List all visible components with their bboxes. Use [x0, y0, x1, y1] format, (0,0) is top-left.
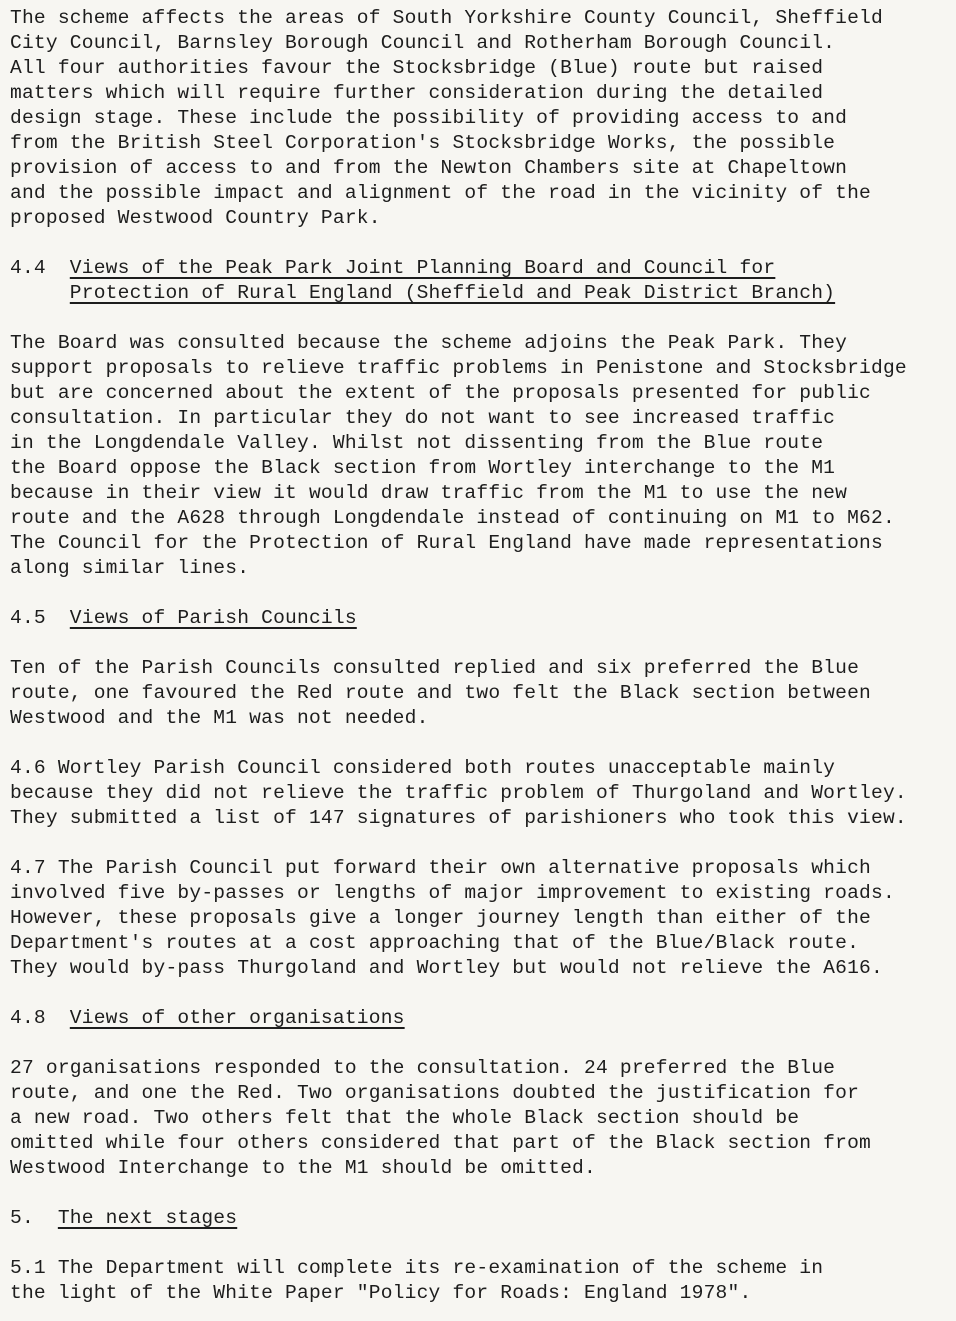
paragraph-line: and the possible impact and alignment of the road in the vicinity of the	[10, 182, 871, 204]
paragraph-line: but are concerned about the extent of the proposals presented for public	[10, 382, 871, 404]
section-title-line: Protection of Rural England (Sheffield and Peak District Branch)	[69, 282, 836, 304]
section-4-8-heading	[10, 1006, 950, 1031]
section-4-5-heading	[10, 606, 950, 631]
paragraph-line: Westwood and the M1 was not needed.	[10, 707, 429, 729]
section-5-heading	[10, 1206, 950, 1231]
paragraph-line: from the British Steel Corporation's Stocksbridge Works, the possible	[10, 132, 836, 154]
paragraph-line: The Board was consulted because the scheme adjoins the Peak Park. They	[10, 332, 848, 354]
paragraph-line: The Council for the Protection of Rural England have made representations	[10, 532, 883, 554]
section-5-1-paragraph	[10, 1256, 950, 1306]
paragraph-line: However, these proposals give a longer journey length than either of the	[10, 907, 871, 929]
paragraph-line: support proposals to relieve traffic problems in Penistone and Stocksbridge	[10, 357, 907, 379]
paragraph-line: The scheme affects the areas of South Yorkshire County Council, Sheffield	[10, 7, 883, 29]
paragraph-line: because they did not relieve the traffic problem of Thurgoland and Wortley.	[10, 782, 907, 804]
paragraph-line: 5.1 The Department will complete its re-examination of the scheme in	[10, 1257, 824, 1279]
paragraph-line: They would by-pass Thurgoland and Wortley but would not relieve the A616.	[10, 957, 883, 979]
paragraph-line: because in their view it would draw traffic from the M1 to use the new	[10, 482, 848, 504]
section-number: 4.8	[10, 1007, 46, 1029]
paragraph-line: 4.7 The Parish Council put forward their own alternative proposals which	[10, 857, 871, 879]
section-4-4-body	[10, 331, 950, 581]
paragraph-line: matters which will require further consideration during the detailed	[10, 82, 824, 104]
paragraph-line: the Board oppose the Black section from Wortley interchange to the M1	[10, 457, 836, 479]
paragraph-line: involved five by-passes or lengths of major improvement to existing roads.	[10, 882, 895, 904]
paragraph-line: City Council, Barnsley Borough Council and Rotherham Borough Council.	[10, 32, 836, 54]
section-number: 5.	[10, 1207, 34, 1229]
section-title: Views of other organisations	[69, 1007, 405, 1029]
paragraph-line: proposed Westwood Country Park.	[10, 207, 381, 229]
paragraph-line: They submitted a list of 147 signatures of parishioners who took this view.	[10, 807, 907, 829]
section-4-8-body	[10, 1056, 950, 1181]
paragraph-line: Westwood Interchange to the M1 should be omitted.	[10, 1157, 596, 1179]
section-4-7-paragraph	[10, 856, 950, 981]
section-4-5-body	[10, 656, 950, 731]
paragraph-line: route, one favoured the Red route and two felt the Black section between	[10, 682, 871, 704]
section-4-4-heading	[10, 256, 950, 306]
section-number: 4.5	[10, 607, 46, 629]
paragraph-line: Department's routes at a cost approaching that of the Blue/Black route.	[10, 932, 860, 954]
paragraph-line: the light of the White Paper "Policy for Roads: England 1978".	[10, 1282, 752, 1304]
paragraph-line: 27 organisations responded to the consultation. 24 preferred the Blue	[10, 1057, 836, 1079]
paragraph-line: along similar lines.	[10, 557, 250, 579]
paragraph-line: route and the A628 through Longdendale instead of continuing on M1 to M62.	[10, 507, 895, 529]
paragraph-line: Ten of the Parish Councils consulted replied and six preferred the Blue	[10, 657, 860, 679]
paragraph-line: a new road. Two others felt that the whole Black section should be	[10, 1107, 800, 1129]
intro-paragraph	[10, 6, 950, 231]
paragraph-line: route, and one the Red. Two organisations doubted the justification for	[10, 1082, 860, 1104]
paragraph-line: All four authorities favour the Stocksbridge (Blue) route but raised	[10, 57, 824, 79]
paragraph-line: provision of access to and from the Newton Chambers site at Chapeltown	[10, 157, 848, 179]
paragraph-line: design stage. These include the possibility of providing access to and	[10, 107, 848, 129]
paragraph-line: consultation. In particular they do not want to see increased traffic	[10, 407, 836, 429]
section-title-line: Views of the Peak Park Joint Planning Board and Council for	[69, 257, 776, 279]
section-title: Views of Parish Councils	[69, 607, 357, 629]
section-4-6-paragraph	[10, 756, 950, 831]
section-number: 4.4	[10, 257, 46, 279]
paragraph-line: in the Longdendale Valley. Whilst not dissenting from the Blue route	[10, 432, 824, 454]
section-title: The next stages	[57, 1207, 238, 1229]
paragraph-line: 4.6 Wortley Parish Council considered both routes unacceptable mainly	[10, 757, 836, 779]
paragraph-line: omitted while four others considered that part of the Black section from	[10, 1132, 871, 1154]
document-page	[10, 6, 950, 1306]
